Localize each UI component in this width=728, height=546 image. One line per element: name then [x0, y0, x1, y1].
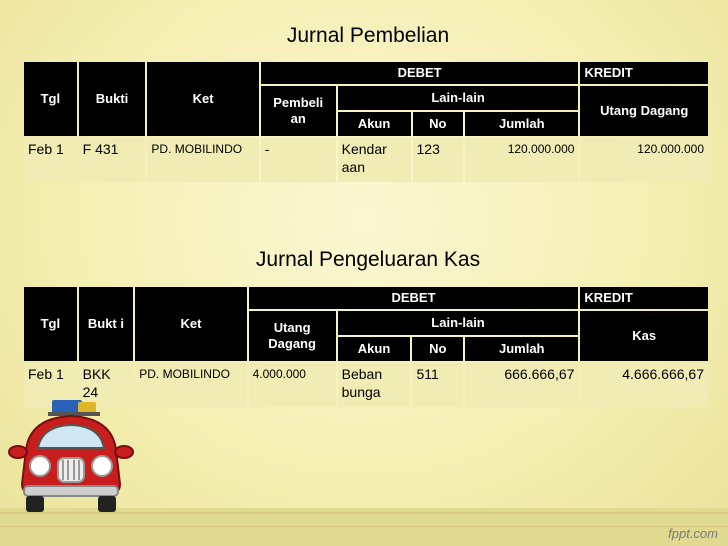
decor-line — [0, 526, 728, 527]
cell-jumlah: 666.666,67 — [465, 363, 578, 407]
cell-tgl: Feb 1 — [24, 138, 77, 182]
cell-kredit: 4.666.666,67 — [580, 363, 708, 407]
header-kredit: KREDIT — [580, 287, 708, 309]
header-jumlah: Jumlah — [465, 337, 578, 361]
header-ket: Ket — [135, 287, 246, 361]
cell-no: 123 — [413, 138, 464, 182]
car-icon — [8, 398, 134, 514]
cell-akun: Beban bunga — [338, 363, 411, 407]
cell-tgl: Feb 1 — [24, 363, 77, 407]
cell-pembelian: - — [261, 138, 336, 182]
header-bukti: Bukt i — [79, 287, 134, 361]
header-kas: Kas — [580, 311, 708, 361]
cell-akun: Kendar aan — [338, 138, 411, 182]
cell-ket: PD. MOBILINDO — [135, 363, 246, 407]
header-utang-dagang: Utang Dagang — [580, 86, 708, 136]
header-debet: DEBET — [249, 287, 579, 309]
header-akun: Akun — [338, 337, 411, 361]
header-utang-dagang: Utang Dagang — [249, 311, 336, 361]
header-kredit: KREDIT — [580, 62, 708, 84]
header-debet: DEBET — [261, 62, 579, 84]
header-jumlah: Jumlah — [465, 112, 578, 136]
footer-brand: fppt.com — [668, 526, 718, 541]
cell-bukti: F 431 — [79, 138, 146, 182]
header-no: No — [412, 337, 463, 361]
header-tgl: Tgl — [24, 287, 77, 361]
cash-out-journal-table — [22, 285, 710, 409]
header-akun: Akun — [338, 112, 411, 136]
cell-kredit: 120.000.000 — [580, 138, 708, 182]
header-pembelian: Pembeli an — [261, 86, 336, 136]
header-lain-lain: Lain-lain — [338, 311, 579, 335]
header-tgl: Tgl — [24, 62, 77, 136]
cell-ket: PD. MOBILINDO — [147, 138, 258, 182]
journal-title-purchase: Jurnal Pembelian — [286, 24, 450, 47]
table-row — [24, 138, 708, 182]
purchase-journal-table — [22, 60, 710, 184]
header-bukti: Bukti — [79, 62, 146, 136]
journal-title-cash-out: Jurnal Pengeluaran Kas — [255, 248, 481, 271]
cell-no: 511 — [412, 363, 463, 407]
cell-jumlah: 120.000.000 — [465, 138, 578, 182]
cell-bukti: BKK 24 — [79, 363, 134, 407]
cell-utang-dagang: 4.000.000 — [249, 363, 336, 407]
header-ket: Ket — [147, 62, 258, 136]
header-lain-lain: Lain-lain — [338, 86, 579, 110]
header-no: No — [413, 112, 464, 136]
